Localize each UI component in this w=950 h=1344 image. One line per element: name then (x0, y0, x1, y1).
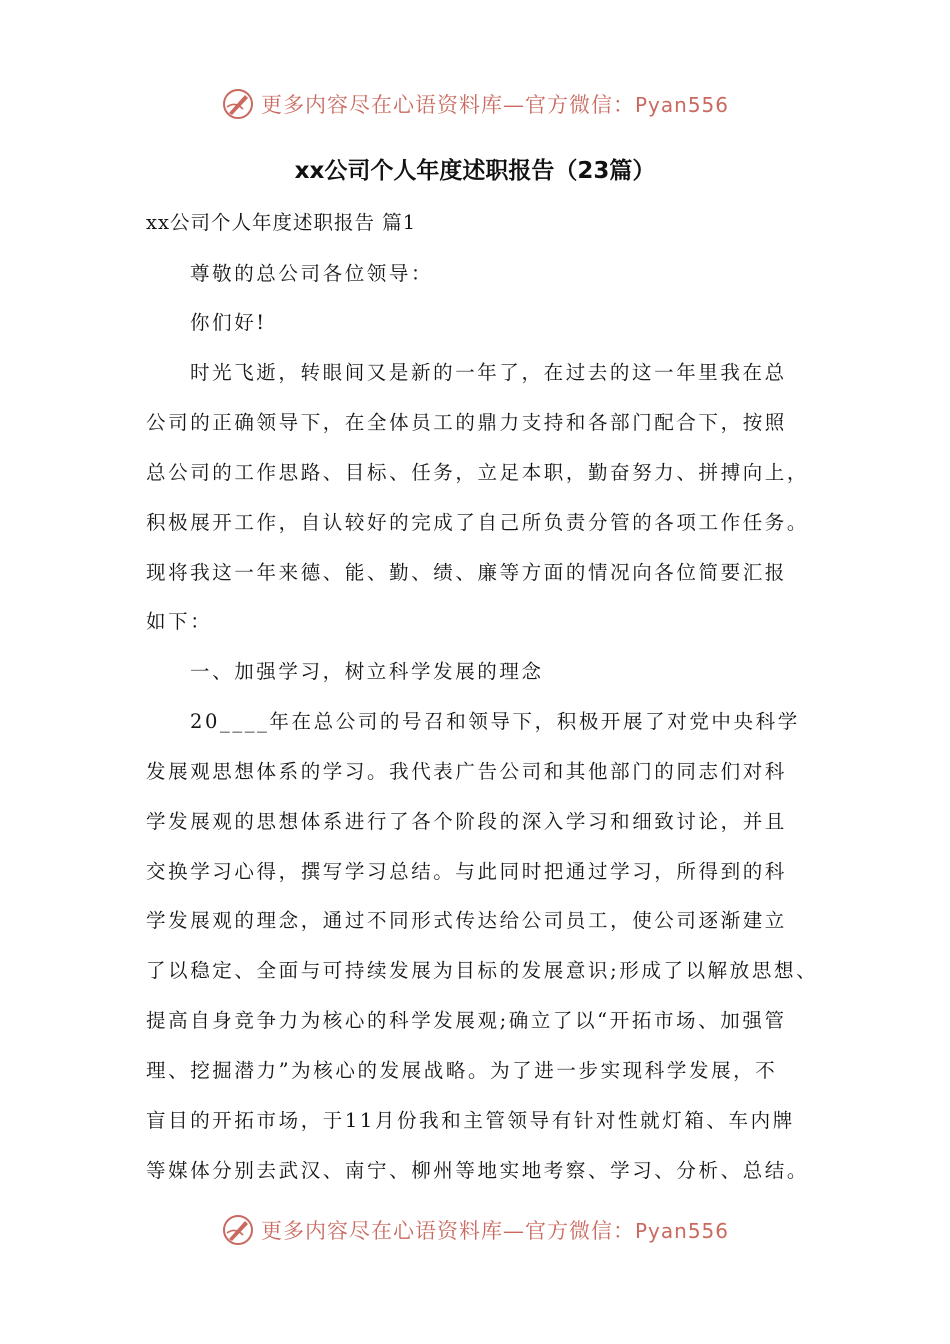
paragraph-line: 如下： (146, 610, 213, 633)
paragraph-line: 提高自身竞争力为核心的科学发展观;确立了以“开拓市场、加强管 (146, 1009, 787, 1032)
section-heading: xx公司个人年度述职报告 篇1 (146, 211, 417, 234)
watermark-wechat-id: Pyan556 (634, 1219, 729, 1243)
header-watermark (0, 84, 950, 124)
paragraph-line: 学发展观的理念，通过不同形式传达给公司员工，使公司逐渐建立 (146, 909, 787, 932)
paragraph-line: 公司的正确领导下，在全体员工的鼎力支持和各部门配合下，按照 (146, 411, 787, 434)
watermark-wechat-id: Pyan556 (634, 93, 729, 117)
document-title: xx公司个人年度述职报告（23篇） (294, 158, 656, 184)
paragraph-line: 总公司的工作思路、目标、任务，立足本职，勤奋努力、拼搏向上， (146, 461, 810, 484)
paragraph-line: 交换学习心得，撰写学习总结。与此同时把通过学习，所得到的科 (146, 860, 787, 883)
greeting: 你们好! (190, 311, 267, 334)
paragraph-line: 20____年在总公司的号召和领导下，积极开展了对党中央科学 (190, 710, 800, 733)
paragraph-line: 发展观思想体系的学习。我代表广告公司和其他部门的同志们对科 (146, 760, 787, 783)
footer-watermark (0, 1210, 950, 1250)
watermark-text (261, 1215, 729, 1245)
paragraph-line: 学发展观的思想体系进行了各个阶段的深入学习和细致讨论，并且 (146, 810, 787, 833)
quill-logo-icon (221, 1213, 255, 1247)
paragraph-line: 理、挖掘潜力”为核心的发展战略。为了进一步实现科学发展，不 (146, 1059, 778, 1082)
watermark-text-cn: 更多内容尽在心语资料库—官方微信： (260, 1219, 635, 1243)
paragraph-line: 盲目的开拓市场，于11月份我和主管领导有针对性就灯箱、车内牌 (146, 1109, 795, 1132)
watermark-text-cn: 更多内容尽在心语资料库—官方微信： (260, 93, 635, 117)
paragraph-line: 积极展开工作，自认较好的完成了自己所负责分管的各项工作任务。 (146, 511, 810, 534)
salutation: 尊敬的总公司各位领导： (190, 262, 434, 285)
paragraph-line: 等媒体分别去武汉、南宁、柳州等地实地考察、学习、分析、总结。 (146, 1159, 810, 1182)
paragraph-line: 了以稳定、全面与可持续发展为目标的发展意识;形成了以解放思想、 (146, 959, 819, 982)
paragraph-line: 现将我这一年来德、能、勤、绩、廉等方面的情况向各位简要汇报 (146, 561, 787, 584)
quill-logo-icon (221, 87, 255, 121)
watermark-text (261, 89, 729, 119)
paragraph-line: 时光飞逝，转眼间又是新的一年了，在过去的这一年里我在总 (190, 361, 787, 384)
subsection-heading: 一、加强学习，树立科学发展的理念 (190, 660, 544, 683)
